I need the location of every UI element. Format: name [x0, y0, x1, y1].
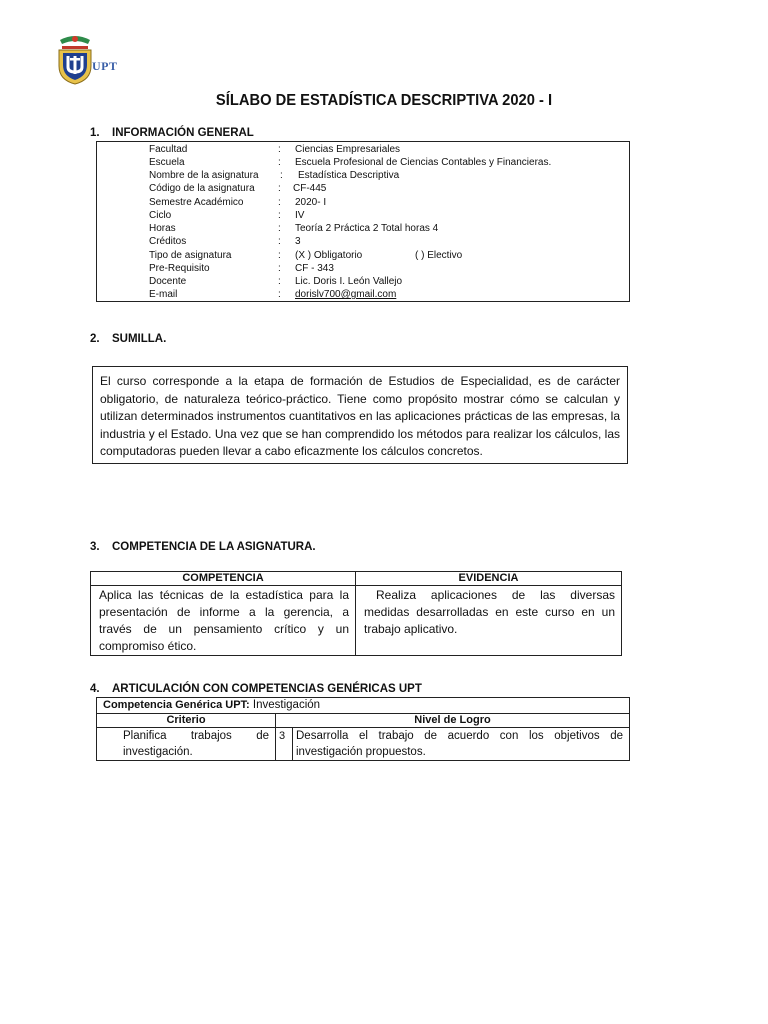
section-2-heading: [90, 333, 166, 345]
info-value: Ciencias Empresariales: [295, 144, 401, 155]
column-header-competencia: COMPETENCIA: [91, 572, 356, 586]
info-label: Escuela: [149, 157, 185, 168]
info-separator: :: [278, 197, 281, 208]
info-label: Facultad: [149, 144, 188, 155]
info-label: Semestre Académico: [149, 197, 244, 208]
info-separator: :: [278, 236, 281, 247]
articulacion-table: [96, 697, 630, 761]
info-value: CF-445: [293, 183, 327, 194]
info-separator: :: [278, 144, 281, 155]
section-number: 2.: [90, 333, 100, 345]
info-value: CF - 343: [295, 263, 334, 274]
criterio-cell: Planifica trabajos de investigación.: [97, 728, 276, 761]
info-separator: :: [278, 157, 281, 168]
section-number: 3.: [90, 541, 100, 553]
section-3-heading: [90, 541, 316, 553]
info-separator: :: [278, 183, 281, 194]
info-label: Nombre de la asignatura: [149, 170, 259, 181]
info-label: E-mail: [149, 289, 178, 300]
logro-cell: Desarrolla el trabajo de acuerdo con los objetivos de investigación propuestos.: [293, 728, 630, 761]
section-title: COMPETENCIA DE LA ASIGNATURA.: [112, 541, 316, 553]
info-value: Lic. Doris I. León Vallejo: [295, 276, 403, 287]
column-header-nivel: Nivel de Logro: [276, 714, 630, 728]
logo-text: UPT: [92, 59, 118, 73]
info-separator: :: [278, 276, 281, 287]
info-value: 3: [295, 236, 301, 247]
competencia-generica-value: Investigación: [249, 699, 321, 711]
general-info-box: [96, 141, 630, 302]
info-value: Teoría 2 Práctica 2 Total horas 4: [295, 223, 439, 234]
info-separator: :: [278, 250, 281, 261]
info-value-electivo: ( ) Electivo: [415, 250, 463, 261]
nivel-number-cell: 3: [276, 728, 293, 761]
info-value: 2020- I: [295, 197, 327, 208]
info-label: Ciclo: [149, 210, 172, 221]
page-title: SÍLABO DE ESTADÍSTICA DESCRIPTIVA 2020 - I: [215, 92, 553, 109]
email-link[interactable]: dorislv700@gmail.com: [295, 289, 397, 300]
competencia-generica-label: Competencia Genérica UPT:: [103, 699, 250, 711]
info-separator: :: [278, 210, 281, 221]
section-title: SUMILLA.: [112, 333, 167, 345]
column-header-criterio: Criterio: [97, 714, 276, 728]
evidencia-cell: Realiza aplicaciones de las diversas medidas desarrolladas en este curso en un trabajo aplicativo.: [356, 586, 622, 656]
section-1-heading: [90, 127, 254, 139]
competencia-cell: Aplica las técnicas de la estadística para la presentación de informe a la gerencia, a través de un pensamiento crítico y un compromiso ético.: [91, 586, 356, 656]
info-label: Horas: [149, 223, 176, 234]
section-title: INFORMACIÓN GENERAL: [112, 127, 254, 139]
info-value: Estadística Descriptiva: [298, 170, 400, 181]
section-number: 1.: [90, 127, 100, 139]
info-separator: :: [278, 263, 281, 274]
info-label: Créditos: [149, 236, 187, 247]
section-number: 4.: [90, 683, 100, 695]
info-label: Pre-Requisito: [149, 263, 210, 274]
info-label: Docente: [149, 276, 187, 287]
section-title: ARTICULACIÓN CON COMPETENCIAS GENÉRICAS UPT: [112, 683, 422, 695]
competencia-generica-row: [97, 698, 630, 714]
info-separator: :: [280, 170, 283, 181]
info-value: Escuela Profesional de Ciencias Contables y Financieras.: [295, 157, 552, 168]
column-header-evidencia: EVIDENCIA: [356, 572, 622, 586]
info-separator: :: [278, 223, 281, 234]
info-value: (X ) Obligatorio: [295, 250, 363, 261]
sumilla-text: El curso corresponde a la etapa de formación de Estudios de Especialidad, es de carácter obligatorio, de naturaleza teórico-práctico. Tiene como propósito mostrar cómo se calculan y utilizan determinados instrumentos cuantitativos en las aplicaciones prácticas de las empresas, la industria y el Estado. Una vez que se han comprendido los métodos para realizar los cálculos, las computadoras pueden llevar a cabo eficazmente los cálculos concretos.: [92, 366, 628, 464]
competencia-table: [90, 571, 622, 656]
info-separator: :: [278, 289, 281, 300]
info-label: Tipo de asignatura: [149, 250, 232, 261]
info-label: Código de la asignatura: [149, 183, 255, 194]
section-4-heading: [90, 683, 422, 695]
info-value: IV: [295, 210, 305, 221]
